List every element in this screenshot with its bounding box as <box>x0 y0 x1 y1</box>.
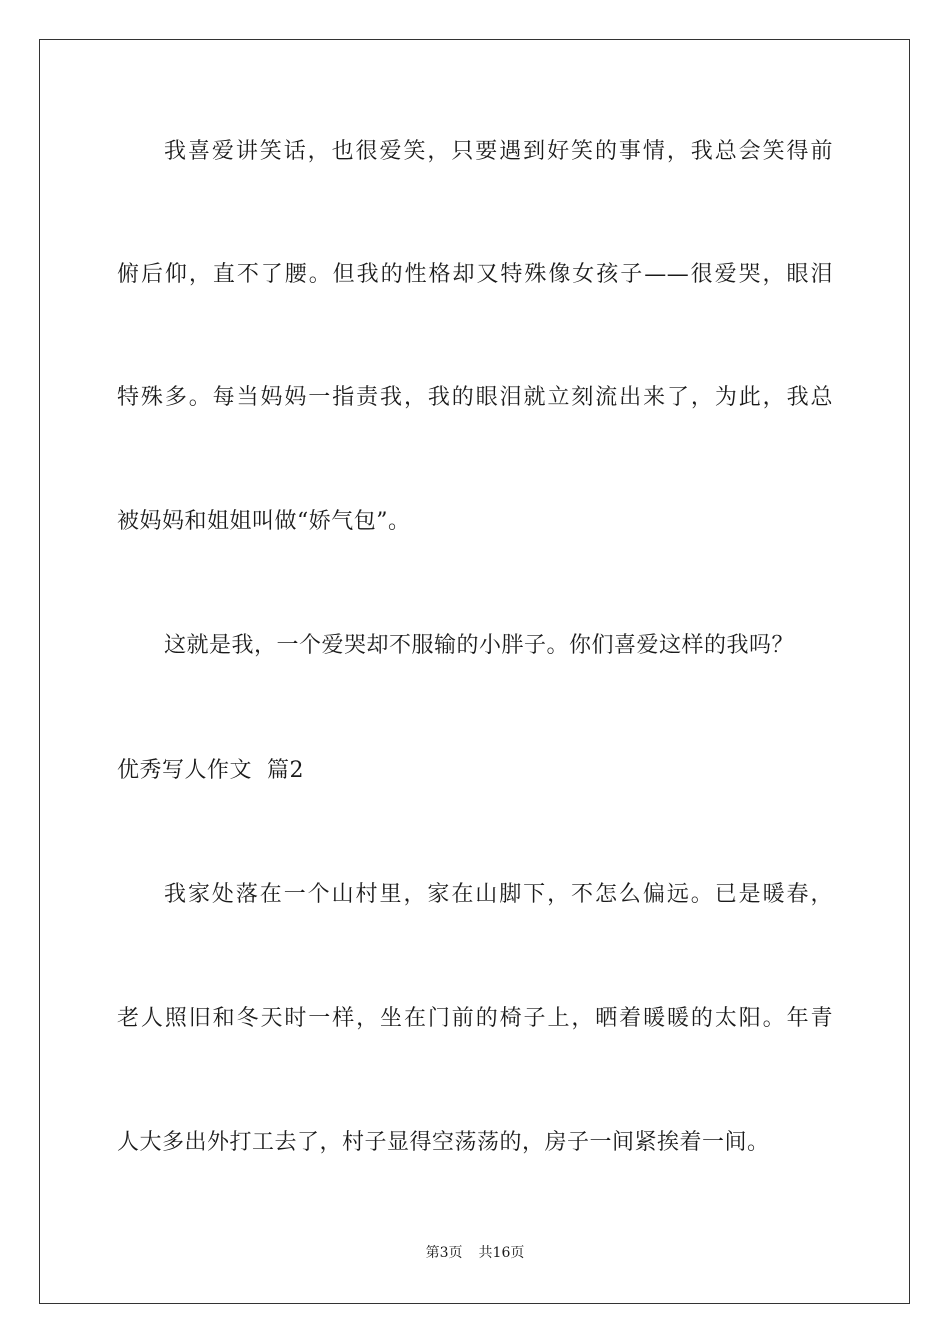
body-text-line: 被妈妈和姐姐叫做“娇气包”。 <box>117 509 411 534</box>
section-heading: 优秀写人作文 篇2 <box>117 758 304 783</box>
body-text-line: 我家处落在一个山村里，家在山脚下，不怎么偏远。已是暖春， <box>164 882 833 907</box>
body-text-line: 俯后仰，直不了腰。但我的性格却又特殊像女孩子——很爱哭，眼泪 <box>117 262 833 287</box>
page-total: 共16页 <box>478 1245 525 1261</box>
body-text-line: 人大多出外打工去了，村子显得空荡荡的，房子一间紧挨着一间。 <box>117 1130 770 1155</box>
page-number: 第3页 <box>425 1245 463 1261</box>
body-text-line: 这就是我，一个爱哭却不服输的小胖子。你们喜爱这样的我吗？ <box>164 633 795 658</box>
body-text-line: 特殊多。每当妈妈一指责我，我的眼泪就立刻流出来了，为此，我总 <box>117 385 833 410</box>
body-text-line: 我喜爱讲笑话，也很爱笑，只要遇到好笑的事情，我总会笑得前 <box>164 139 833 164</box>
page-border <box>39 39 910 1304</box>
page-footer <box>0 1243 950 1263</box>
body-text-line: 老人照旧和冬天时一样，坐在门前的椅子上，晒着暖暖的太阳。年青 <box>117 1006 833 1031</box>
